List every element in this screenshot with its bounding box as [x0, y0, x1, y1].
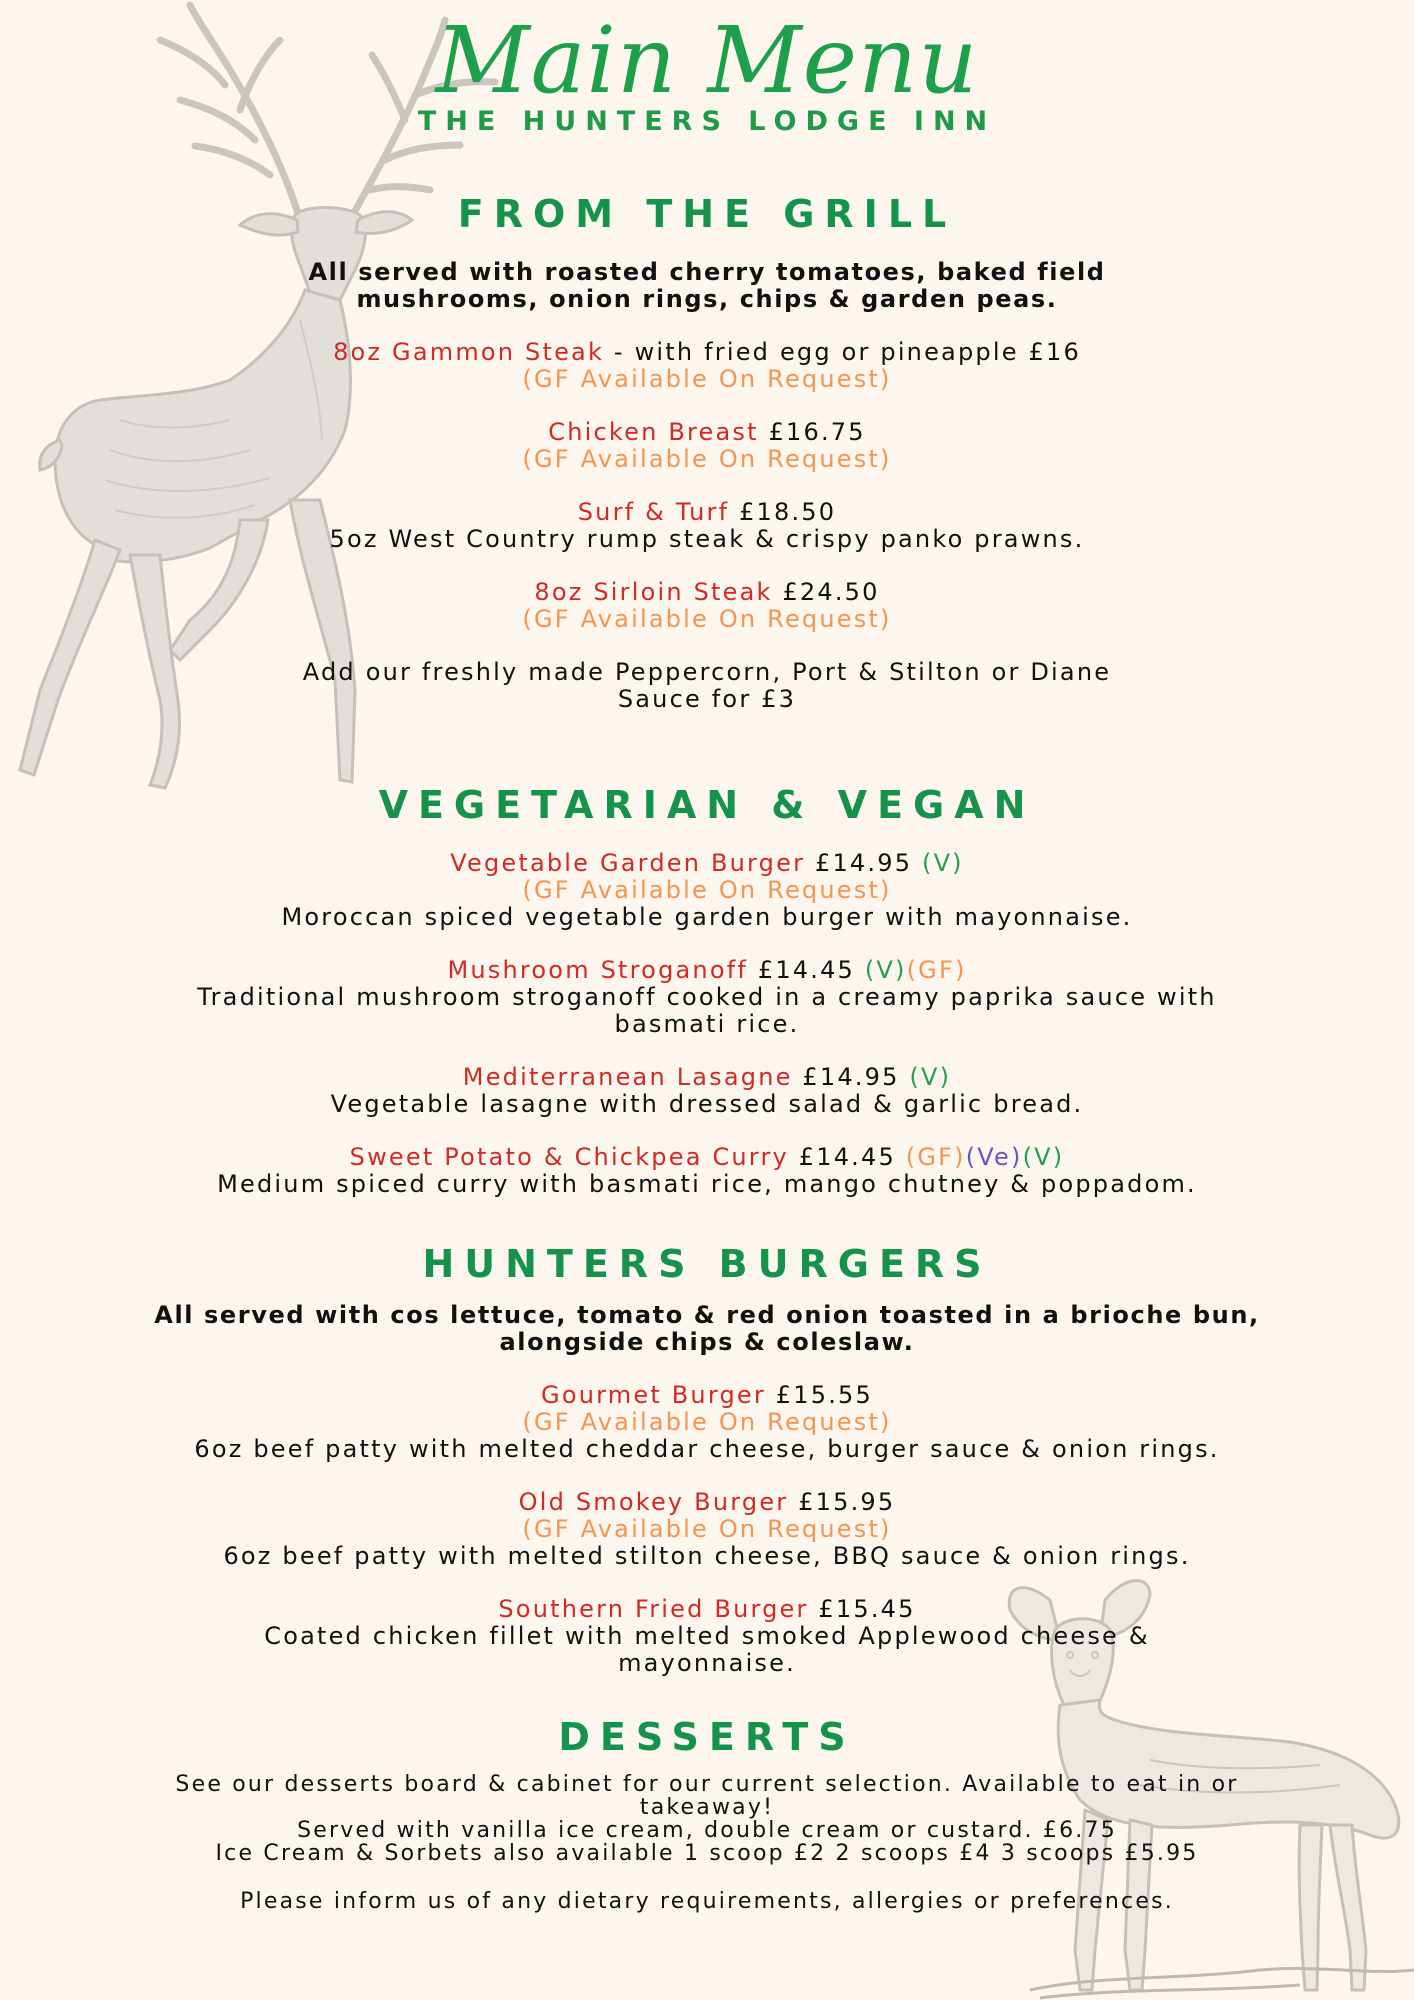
item-description: Vegetable lasagne with dressed salad & garlic bread. [330, 1090, 1084, 1118]
grill-intro-line: mushrooms, onion rings, chips & garden peas. [356, 285, 1058, 313]
grill-intro [60, 259, 1354, 313]
item-description: 5oz West Country rump steak & crispy panko prawns. [329, 525, 1085, 553]
section-title-vegetarian: VEGETARIAN & VEGAN [378, 783, 1036, 827]
item-name: Surf & Turf [577, 498, 730, 526]
desserts-line: Ice Cream & Sorbets also available 1 scoop £2 2 scoops £4 3 scoops £5.95 [215, 1841, 1199, 1866]
burgers-intro-line: All served with cos lettuce, tomato & red onion toasted in a brioche bun, [154, 1301, 1260, 1329]
item-name: Sweet Potato & Chickpea Curry [349, 1143, 789, 1171]
item-price: £16.75 [758, 418, 866, 446]
section-title-burgers: HUNTERS BURGERS [422, 1242, 992, 1286]
sauce-note [60, 659, 1354, 713]
dietary-notice: Please inform us of any dietary requirements, allergies or preferences. [240, 1889, 1174, 1914]
item-description: basmati rice. [614, 1010, 800, 1038]
item-name: 8oz Gammon Steak [333, 338, 605, 366]
menu-item-veg-burger [60, 850, 1354, 931]
item-description: Coated chicken fillet with melted smoked Applewood cheese & [264, 1622, 1150, 1650]
menu-item-surf-turf [60, 499, 1354, 553]
item-description: Medium spiced curry with basmati rice, mango chutney & poppadom. [217, 1170, 1197, 1198]
item-name: Old Smokey Burger [518, 1488, 789, 1516]
item-price: £14.45 [748, 956, 865, 984]
page-title: Main Menu [435, 7, 979, 114]
section-title-desserts: DESSERTS [558, 1715, 856, 1759]
vegetarian-tag: (V) [922, 849, 964, 877]
menu-item-curry [60, 1144, 1354, 1198]
gluten-free-tag: (GF) [905, 1143, 966, 1171]
vegetarian-tag: (V) [909, 1063, 952, 1091]
gf-note: (GF Available On Request) [522, 445, 892, 473]
item-description: mayonnaise. [618, 1649, 796, 1677]
section-title-grill: FROM THE GRILL [457, 192, 957, 236]
item-description: Traditional mushroom stroganoff cooked in a creamy paprika sauce with [197, 983, 1217, 1011]
gf-note: (GF Available On Request) [522, 1515, 892, 1543]
item-description: Moroccan spiced vegetable garden burger with mayonnaise. [281, 903, 1133, 931]
item-price: £14.95 [792, 1063, 910, 1091]
gf-note: (GF Available On Request) [522, 876, 892, 904]
vegetarian-tag: (V) [864, 956, 907, 984]
menu-item-sirloin [60, 579, 1354, 633]
item-description: 6oz beef patty with melted stilton cheese, BBQ sauce & onion rings. [223, 1542, 1191, 1570]
gf-note: (GF Available On Request) [522, 1408, 892, 1436]
item-name: Mediterranean Lasagne [462, 1063, 793, 1091]
item-name: Chicken Breast [548, 418, 759, 446]
menu-item-gourmet-burger [60, 1382, 1354, 1463]
item-name: Vegetable Garden Burger [450, 849, 806, 877]
burgers-intro-line: alongside chips & coleslaw. [499, 1328, 915, 1356]
desserts-info [60, 1773, 1354, 1865]
grill-intro-line: All served with roasted cherry tomatoes, baked field [308, 258, 1106, 286]
menu-item-stroganoff [60, 957, 1354, 1038]
item-price: £14.95 [805, 849, 922, 877]
item-price: £24.50 [772, 578, 880, 606]
gf-note: (GF Available On Request) [522, 605, 892, 633]
sauce-line: Add our freshly made Peppercorn, Port & Stilton or Diane [302, 658, 1112, 686]
menu-item-southern-fried-burger [60, 1596, 1354, 1677]
item-name: Southern Fried Burger [498, 1595, 809, 1623]
item-price: £14.45 [788, 1143, 906, 1171]
sauce-line: Sauce for £3 [617, 685, 797, 713]
desserts-line: Served with vanilla ice cream, double cream or custard. £6.75 [297, 1818, 1117, 1843]
desserts-line: takeaway! [639, 1795, 775, 1820]
item-description: - with fried egg or pineapple £16 [604, 338, 1081, 366]
gluten-free-tag: (GF) [906, 956, 967, 984]
menu-item-chicken-breast [60, 419, 1354, 473]
item-price: £15.45 [808, 1595, 916, 1623]
burgers-intro [60, 1302, 1354, 1356]
vegan-tag: (Ve) [965, 1143, 1023, 1171]
menu-item-gammon [60, 339, 1354, 393]
menu-item-old-smokey-burger [60, 1489, 1354, 1570]
item-price: £15.55 [765, 1381, 873, 1409]
item-price: £15.95 [788, 1488, 896, 1516]
item-price: £18.50 [729, 498, 837, 526]
item-name: Gourmet Burger [541, 1381, 766, 1409]
desserts-line: See our desserts board & cabinet for our current selection. Available to eat in or [175, 1772, 1239, 1797]
menu-item-lasagne [60, 1064, 1354, 1118]
vegetarian-tag: (V) [1022, 1143, 1065, 1171]
item-description: 6oz beef patty with melted cheddar cheese, burger sauce & onion rings. [194, 1435, 1220, 1463]
inn-name: THE HUNTERS LODGE INN [417, 106, 997, 137]
gf-note: (GF Available On Request) [522, 365, 892, 393]
item-name: 8oz Sirloin Steak [534, 578, 773, 606]
item-name: Mushroom Stroganoff [447, 956, 749, 984]
